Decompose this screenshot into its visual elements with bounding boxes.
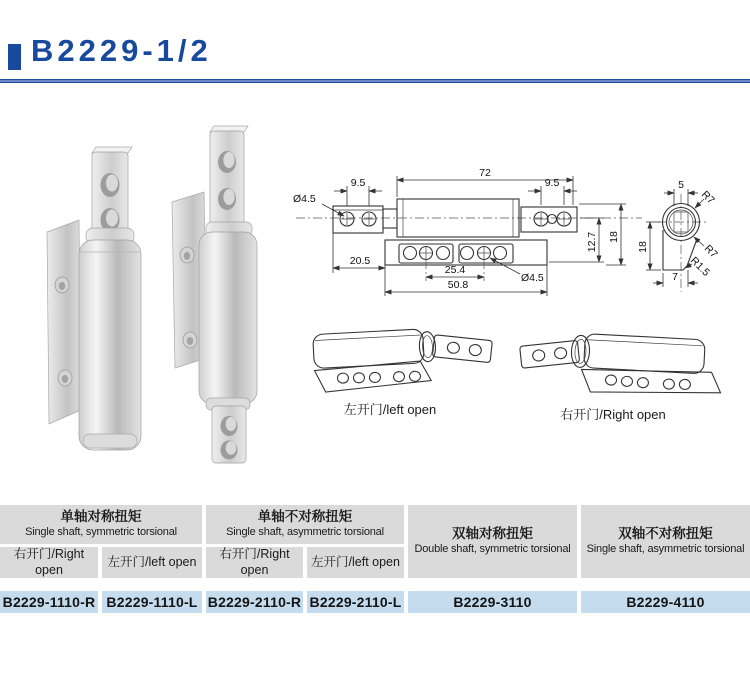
group-header-single-symmetric — [0, 505, 202, 544]
right-arm-outline — [521, 207, 577, 232]
dim-5: 5 — [678, 179, 684, 191]
group-en: Single shaft, asymmetric torsional — [226, 526, 384, 539]
page-title: B2229-1/2 — [31, 33, 212, 68]
part-number: B2229-4110 — [581, 591, 750, 613]
subheader-right-open: 右开门/Right open — [206, 547, 303, 578]
part-number: B2229-2110-L — [307, 591, 404, 613]
front-view-drawing — [288, 150, 650, 310]
product-photo-hinges — [30, 110, 290, 470]
left-arm-outline — [333, 206, 397, 233]
group-header-double-symmetric — [408, 505, 577, 578]
r1-5-label: R1.5 — [687, 254, 713, 279]
spec-table-header — [0, 505, 750, 578]
r7-mid-label: R7 — [701, 242, 720, 261]
part-number: B2229-1110-L — [102, 591, 202, 613]
header-divider — [0, 79, 750, 83]
r7-top-label: R7 — [698, 188, 717, 207]
group-en: Single shaft, symmetric torsional — [25, 526, 177, 539]
group-en: Double shaft, symmetric torsional — [414, 543, 571, 556]
dim-18: 18 — [608, 231, 620, 243]
spec-table — [0, 505, 750, 613]
hinge-left-photo — [47, 147, 141, 450]
dim-18-section: 18 — [637, 241, 649, 253]
group-cn: 单轴对称扭矩 — [60, 509, 142, 525]
right-open-drawing — [520, 322, 745, 406]
spec-table-values — [0, 591, 750, 613]
group-cn: 单轴不对称扭矩 — [257, 509, 353, 525]
part-number: B2229-2110-R — [206, 591, 303, 613]
dia-4-5-bottom: Ø4.5 — [521, 272, 544, 284]
dim-9-5-right: 9.5 — [544, 177, 560, 189]
left-open-outline — [313, 325, 495, 392]
part-number: B2229-3110 — [408, 591, 577, 613]
subheader-right-open: 右开门/Right open — [0, 547, 98, 578]
group-cn: 双轴对称扭矩 — [452, 526, 533, 542]
subheader-left-open: 左开门/left open — [307, 547, 404, 578]
dim-72: 72 — [479, 167, 491, 179]
dim-20-5: 20.5 — [349, 255, 371, 267]
dim-25-4: 25.4 — [444, 264, 466, 276]
hinge-right-photo — [172, 126, 257, 463]
dim-50-8: 50.8 — [447, 279, 469, 291]
left-open-label: 左开门/left open — [343, 402, 437, 417]
right-open-outline — [517, 330, 723, 399]
section-dimensions — [637, 179, 720, 287]
group-en: Single shaft, asymmetric torsional — [586, 543, 745, 556]
title-marker — [8, 44, 21, 70]
group-header-double-asymmetric — [581, 505, 750, 578]
dim-9-5-left: 9.5 — [350, 177, 366, 189]
part-number: B2229-1110-R — [0, 591, 98, 613]
dia-4-5-top: Ø4.5 — [293, 193, 316, 205]
dim-12-7: 12.7 — [586, 231, 598, 253]
section-view-drawing — [637, 150, 750, 310]
dim-7: 7 — [672, 271, 678, 283]
left-open-drawing — [302, 318, 508, 400]
group-header-single-asymmetric — [206, 505, 404, 544]
group-cn: 双轴不对称扭矩 — [618, 526, 713, 542]
right-open-label: 右开门/Right open — [560, 407, 666, 422]
subheader-left-open: 左开门/left open — [102, 547, 202, 578]
